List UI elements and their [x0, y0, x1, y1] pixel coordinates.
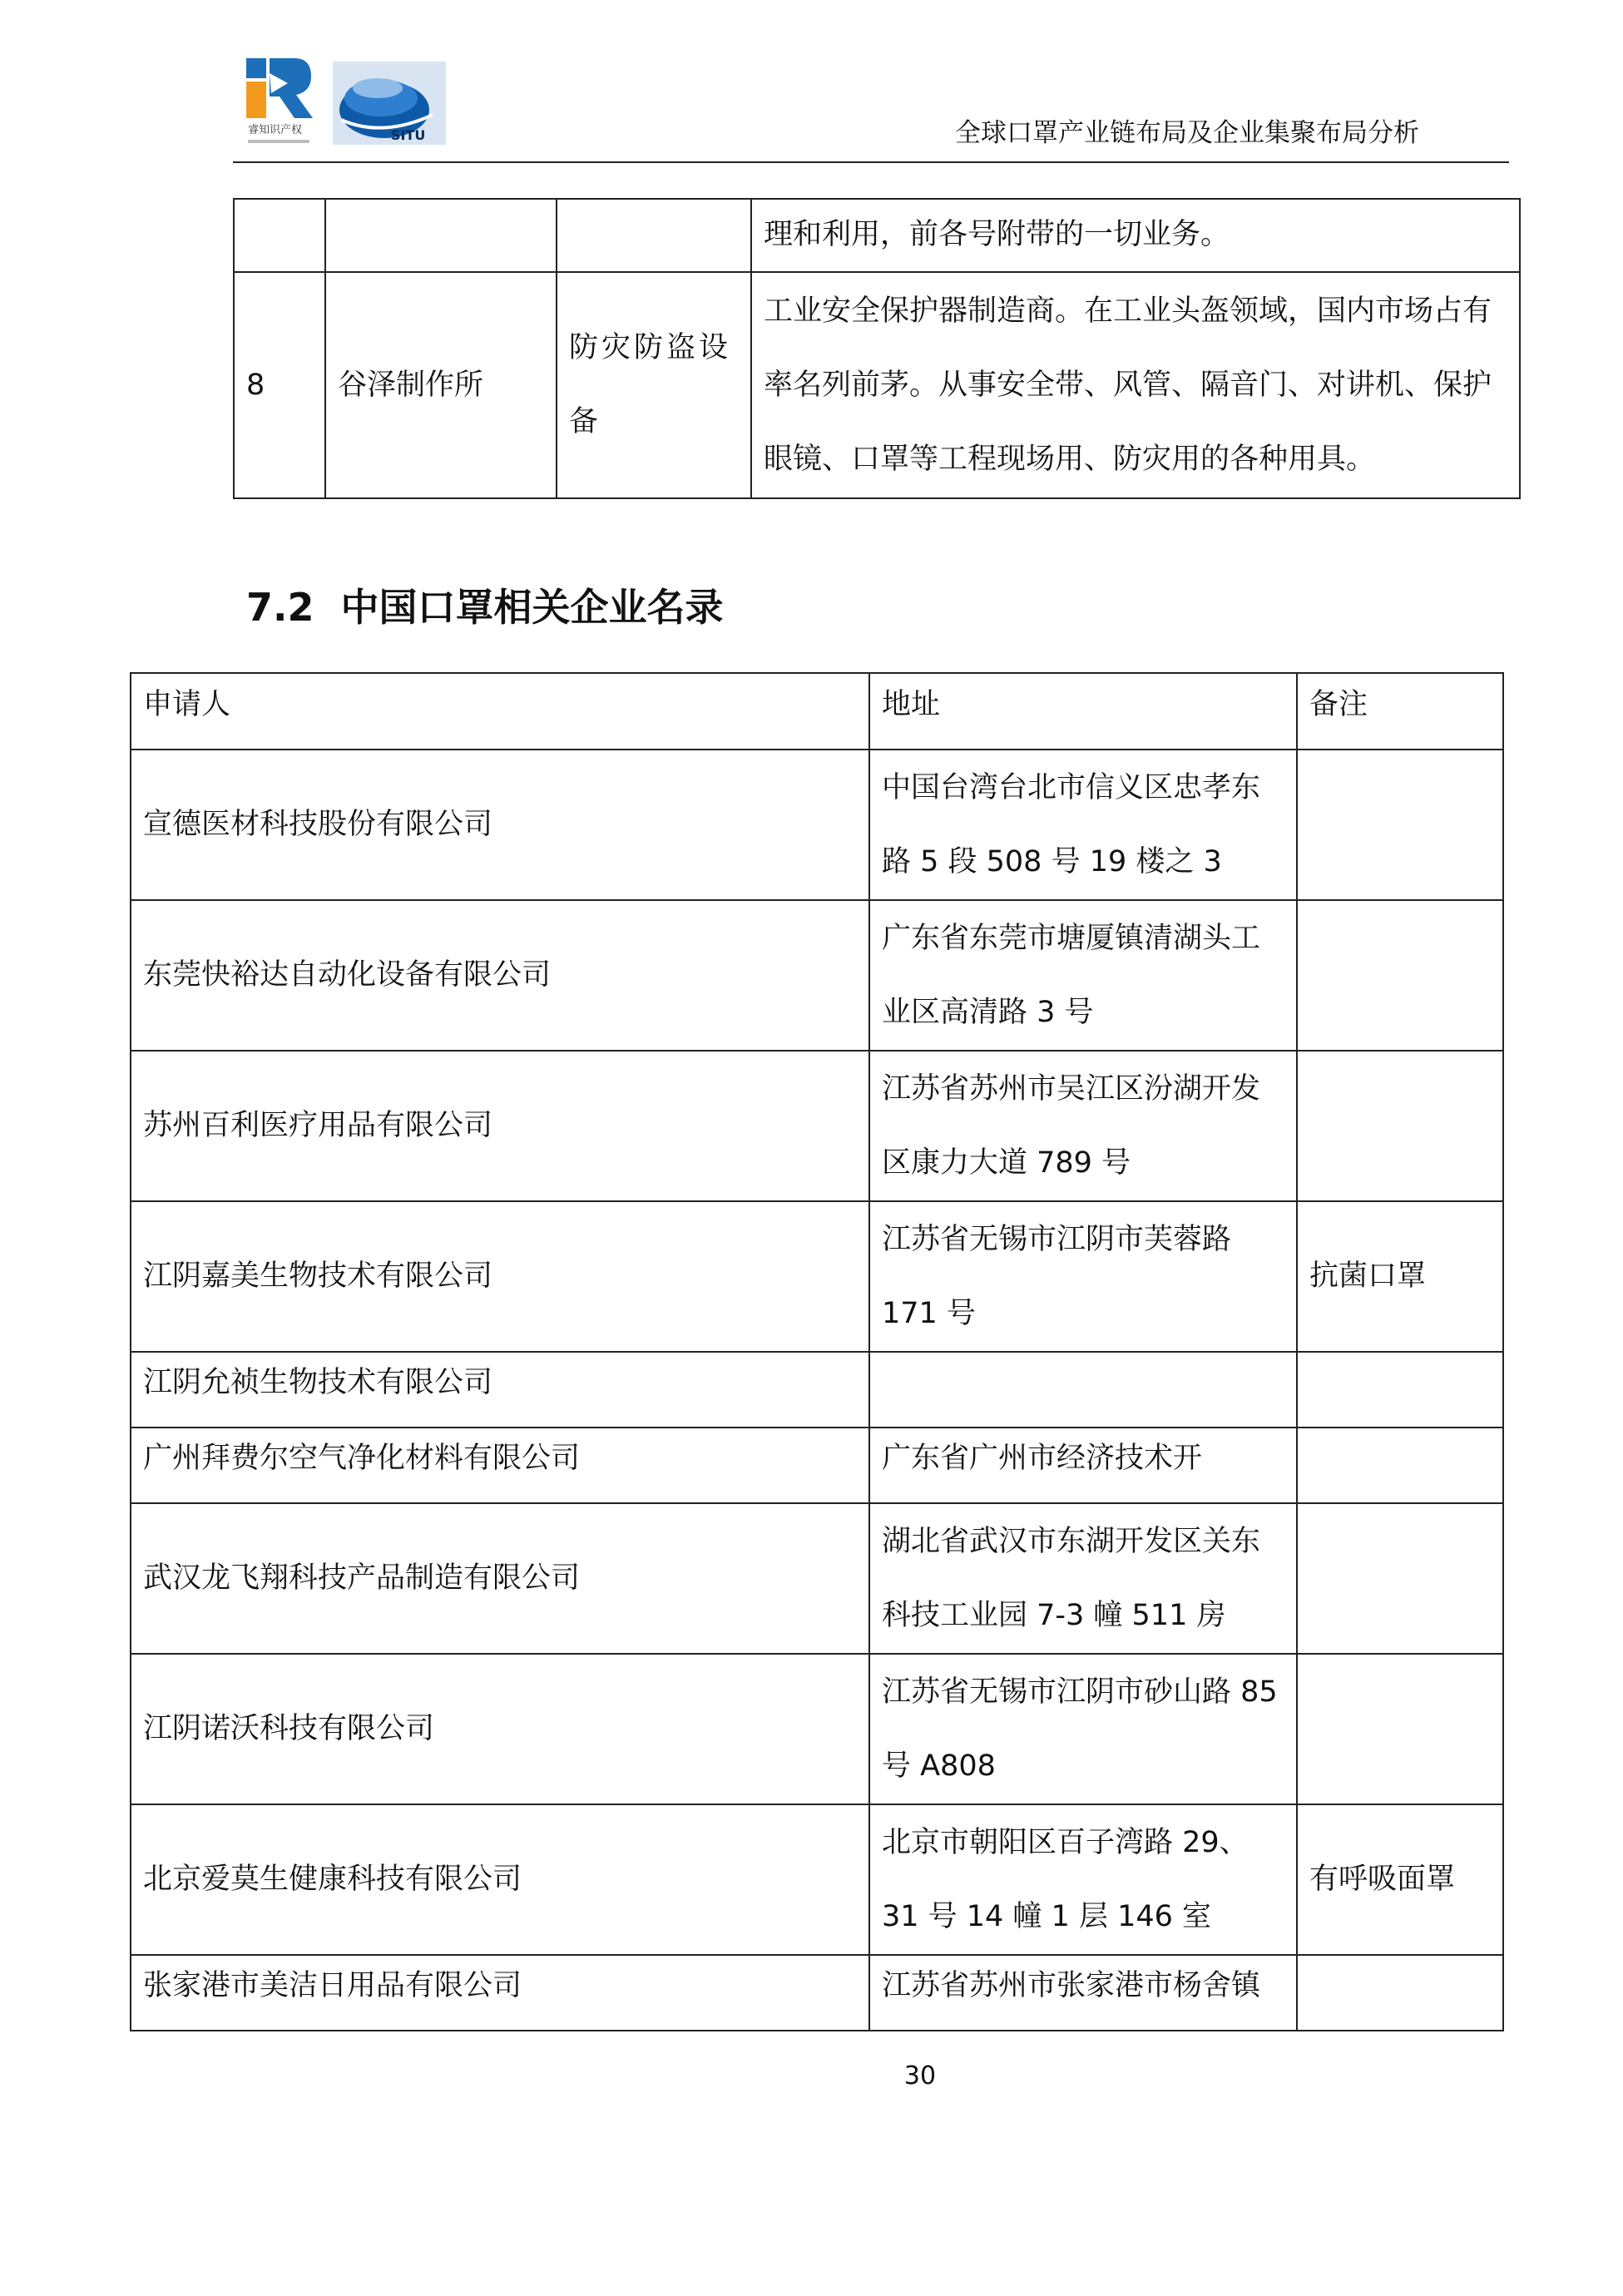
note-cell: [1297, 1352, 1503, 1428]
company-cell: 谷泽制作所: [325, 272, 557, 498]
note-cell: [1297, 1503, 1503, 1654]
table-row: [131, 1428, 1503, 1503]
table-row: [131, 1352, 1503, 1428]
company-logo-right: [333, 62, 446, 145]
svg-text:SITU: SITU: [391, 127, 426, 143]
address-cell: 广东省广州市经济技术开: [869, 1428, 1297, 1503]
column-header-note: 备注: [1297, 673, 1503, 750]
table-row: [131, 1503, 1503, 1654]
applicant-cell: 江阴嘉美生物技术有限公司: [131, 1201, 869, 1352]
svg-text:睿知识产权: 睿知识产权: [248, 124, 303, 136]
company-table-continued: [233, 198, 1521, 499]
page-number: 30: [903, 2061, 937, 2091]
applicant-cell: 武汉龙飞翔科技产品制造有限公司: [131, 1503, 869, 1654]
address-cell: 中国台湾台北市信义区忠孝东路 5 段 508 号 19 楼之 3: [869, 750, 1297, 900]
note-cell: [1297, 1654, 1503, 1804]
table-row: [131, 1051, 1503, 1201]
address-cell: 广东省东莞市塘厦镇清湖头工业区高清路 3 号: [869, 900, 1297, 1051]
table-row: [131, 750, 1503, 900]
applicant-cell: 北京爱莫生健康科技有限公司: [131, 1804, 869, 1955]
address-cell: 江苏省苏州市张家港市杨舍镇: [869, 1955, 1297, 2031]
category-cell: 防灾防盗设备: [557, 272, 751, 498]
address-cell: 江苏省苏州市吴江区汾湖开发区康力大道 789 号: [869, 1051, 1297, 1201]
section-number: 7.2: [246, 585, 314, 630]
note-cell: 抗菌口罩: [1297, 1201, 1503, 1352]
table-row: [234, 272, 1520, 498]
row-number-cell: [234, 199, 325, 272]
section-title-text: 中国口罩相关企业名录: [340, 585, 724, 630]
section-heading: [246, 582, 724, 632]
table-row: [131, 900, 1503, 1051]
company-directory-table: [130, 672, 1504, 2031]
address-cell: 北京市朝阳区百子湾路 29、31 号 14 幢 1 层 146 室: [869, 1804, 1297, 1955]
address-cell: 江苏省无锡市江阴市砂山路 85 号 A808: [869, 1654, 1297, 1804]
applicant-cell: 江阴允祯生物技术有限公司: [131, 1352, 869, 1428]
note-cell: [1297, 1955, 1503, 2031]
note-cell: [1297, 900, 1503, 1051]
applicant-cell: 广州拜费尔空气净化材料有限公司: [131, 1428, 869, 1503]
header-title: 全球口罩产业链布局及企业集聚布局分析: [955, 118, 1419, 148]
company-logo-left: [246, 58, 313, 148]
description-cell: 理和利用，前各号附带的一切业务。: [751, 199, 1520, 272]
note-cell: 有呼吸面罩: [1297, 1804, 1503, 1955]
table-header-row: [131, 673, 1503, 750]
description-cell: 工业安全保护器制造商。在工业头盔领域，国内市场占有率名列前茅。从事安全带、风管、隔音门、对讲机、保护眼镜、口罩等工程现场用、防灾用的各种用具。: [751, 272, 1520, 498]
table-row: [234, 199, 1520, 272]
column-header-address: 地址: [869, 673, 1297, 750]
applicant-cell: 张家港市美洁日用品有限公司: [131, 1955, 869, 2031]
table-row: [131, 1201, 1503, 1352]
note-cell: [1297, 1428, 1503, 1503]
applicant-cell: 江阴诺沃科技有限公司: [131, 1654, 869, 1804]
address-cell: 湖北省武汉市东湖开发区关东科技工业园 7-3 幢 511 房: [869, 1503, 1297, 1654]
company-cell: [325, 199, 557, 272]
row-number-cell: 8: [234, 272, 325, 498]
column-header-applicant: 申请人: [131, 673, 869, 750]
applicant-cell: 苏州百利医疗用品有限公司: [131, 1051, 869, 1201]
table-row: [131, 1804, 1503, 1955]
note-cell: [1297, 750, 1503, 900]
category-cell: [557, 199, 751, 272]
note-cell: [1297, 1051, 1503, 1201]
table-row: [131, 1654, 1503, 1804]
address-cell: [869, 1352, 1297, 1428]
header-divider: [233, 161, 1509, 163]
applicant-cell: 东莞快裕达自动化设备有限公司: [131, 900, 869, 1051]
address-cell: 江苏省无锡市江阴市芙蓉路 171 号: [869, 1201, 1297, 1352]
applicant-cell: 宣德医材科技股份有限公司: [131, 750, 869, 900]
table-row: [131, 1955, 1503, 2031]
